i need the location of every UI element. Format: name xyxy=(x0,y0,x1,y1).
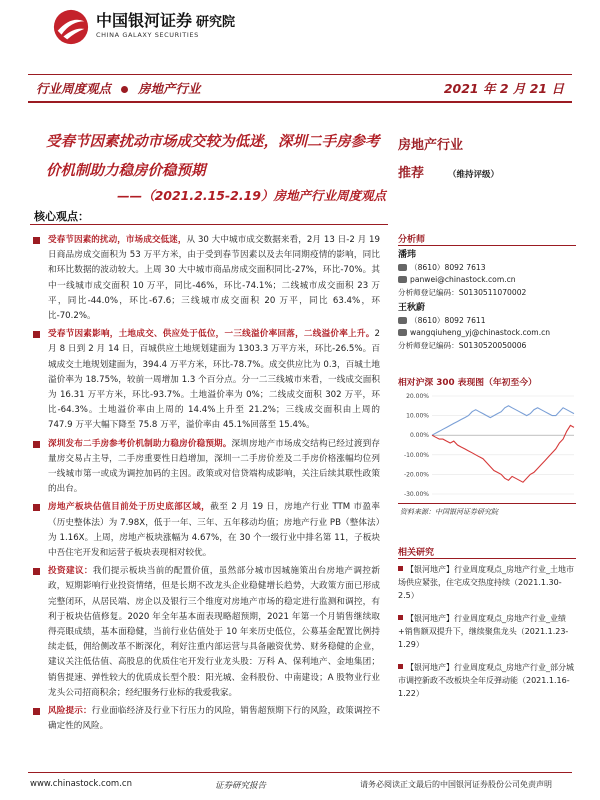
analyst-name: 王秋蔚 xyxy=(398,303,426,313)
related-label: 相关研究 xyxy=(398,548,435,558)
square-bullet-icon xyxy=(33,331,40,338)
logo-cn: 中国银河证券 xyxy=(96,11,193,30)
email-icon xyxy=(398,329,407,336)
y-tick-label: -10.00% xyxy=(403,451,429,459)
rating-note: （维持评级） xyxy=(448,170,500,180)
related-item[interactable]: 【银河地产】行业周度观点_房地产行业_部分城市调控新政不改板块全年反弹动能（2021.1.16-1.22） xyxy=(398,663,574,698)
related-item[interactable]: 【银河地产】行业周度观点_房地产行业_土地市场供应紧张，住宅成交热度持续（2021.1.30-2.5） xyxy=(398,565,574,600)
paragraph-text: 我们提示板块当前的配置价值，虽然部分城市因城施策出台房地产调控新政，短期影响行业投资情绪，但是长期不改龙头企业稳健增长趋势，大政策方面已形成完整闭环，从居民端、房企以及银行三个维度对房地产市场的稳定进行监测和调控，有利于板块估值修复。2020 年全年基本面表现略超预期，2021 年第一个月销售继续取得亮眼成绩，基本面稳健，当前行业估值处于 10 年来历史低位，公募基金配置比例持续走低，佣给侧改革不断深化，利好注重内部运营与具备融资优势、财务稳健的企业，建议关注低估值、高股息的优质住宅开发行业龙头股：万科 A、保利地产、金地集团；销售提速、弹性较大的优质成长型个股：阳光城、金科股份、中南建设；A 股物业行业龙头公司招商积余；经纪服务行业标的我爱我家。 xyxy=(48,566,380,698)
relative-performance-chart xyxy=(398,390,576,500)
related-item[interactable]: 【银河地产】行业周度观点_房地产行业_业绩+销售额双提升下，继续聚焦龙头（2021.1.23-1.29） xyxy=(398,614,569,649)
core-points xyxy=(48,233,380,738)
square-bullet-icon xyxy=(33,568,40,575)
chart-divider xyxy=(398,503,576,504)
y-tick-label: -20.00% xyxy=(403,471,429,479)
chart-source: 资料来源：中国银河证券研究院 xyxy=(400,508,498,516)
logo-en: CHINA GALAXY SECURITIES xyxy=(96,31,199,39)
paragraph-text: 深圳房地产市场成交结构已经过渡到存量房交易占主导，二手房重要性日趋增加，深圳一二手房价差及二手房价格涨幅均位列一线城市第一或成为调控加码的主因。政策或对信贷端构成影响，关注后续其联性政策的出台。 xyxy=(48,438,380,495)
paragraph-head: 投资建议： xyxy=(48,566,93,577)
footer-divider xyxy=(28,772,572,773)
report-subtitle: ——（2021.2.15-2.19）房地产行业周度观点 xyxy=(117,188,386,203)
email-icon xyxy=(398,276,407,283)
industry-name: 房地产行业 xyxy=(138,81,201,96)
paragraph xyxy=(48,564,380,701)
square-bullet-icon xyxy=(398,615,403,620)
paragraph-head: 房地产板块估值目前处于历史底部区域， xyxy=(48,502,211,513)
paragraph xyxy=(48,233,380,324)
analyst-card xyxy=(398,249,576,299)
core-label: 核心观点： xyxy=(34,210,89,223)
series-line-1 xyxy=(432,406,574,435)
analyst-reg: 分析师登记编码：S0130520050006 xyxy=(398,340,527,350)
paragraph-head: 风险提示： xyxy=(48,706,92,717)
y-tick-label: 10.00% xyxy=(406,412,429,420)
square-bullet-icon xyxy=(33,441,40,448)
square-bullet-icon xyxy=(398,566,403,571)
analyst-divider xyxy=(398,245,576,246)
footer-site[interactable]: www.chinastock.com.cn xyxy=(30,779,132,789)
report-date: 2021 年 2 月 21 日 xyxy=(443,81,564,96)
series-line-2 xyxy=(432,425,574,482)
header-band xyxy=(28,74,572,103)
phone-icon xyxy=(398,317,407,324)
footer-center: 证券研究报告 xyxy=(215,781,267,791)
sector-name: 房地产行业 xyxy=(398,138,464,153)
analyst-reg: 分析师登记编码：S0130511070002 xyxy=(398,287,527,297)
analyst-card xyxy=(398,302,576,352)
analyst-phone: （8610）8092 7613 xyxy=(410,262,486,272)
core-divider xyxy=(30,224,388,225)
brand-logo xyxy=(50,6,250,48)
y-tick-label: 0.00% xyxy=(409,432,429,440)
paragraph-text: 行业面临经济及行业下行压力的风险，销售超预期下行的风险，政策调控不确定性的风险。 xyxy=(48,706,380,732)
analyst-phone: （8610）8092 7611 xyxy=(410,315,486,325)
paragraph-head: 受春节因素影响，土地成交、供应处于低位，一三线溢价率回落，二线溢价率上升。 xyxy=(48,329,375,340)
report-title: 受春节因素扰动市场成交较为低迷，深圳二手房参考价机制助力稳房价稳预期 xyxy=(46,134,380,179)
paragraph xyxy=(48,437,380,498)
paragraph-head: 受春节因素的扰动，市场成交低迷， xyxy=(48,235,187,245)
rating-box xyxy=(398,134,576,181)
bullet-dot-icon xyxy=(121,86,128,93)
square-bullet-icon xyxy=(33,237,40,244)
analyst-label: 分析师 xyxy=(398,235,426,245)
related-divider xyxy=(398,558,576,559)
y-tick-label: 20.00% xyxy=(406,393,429,400)
phone-icon xyxy=(398,264,407,271)
chart-title: 相对沪深 300 表现图（年初至今） xyxy=(398,378,537,388)
paragraph-head: 深圳发布二手房参考价机制助力稳房价稳预期。 xyxy=(48,438,232,449)
analyst-email[interactable]: wangqiuheng_yj@chinastock.com.cn xyxy=(410,328,551,337)
galaxy-logo-icon xyxy=(52,8,90,46)
rating: 推荐 xyxy=(398,166,425,181)
paragraph xyxy=(48,327,380,433)
paragraph-text: 从 30 大中城市成交数据来看，2月 13 日-2 月 19 日商品房成交面积为 53 万平方米，由于受到春节因素以及去年同期疫情的影响，同比和环比数据的波动较大。上周 30 大中城市商品房成交面积同比-27%，环比-70%。其中一线城市成交面积 10 万平，同比-46%，环比-74.1%；二线城市成交面积 23 万平，同比-44.0%，环比-67.6；三线城市成交面积 20 万平，同比 63.4%，环比-70.2%。 xyxy=(48,235,380,322)
paragraph-text: 2 月 8 日到 2 月 14 日，百城供应土地规划建面为 1303.3 万平方米，环比-26.5%。百城成交土地规划建面为，394.4 万平方米，环比-78.7%。成交供应比为 0.3，百城土地溢价率为 18.75%，较前一周增加 1.3 个百分点。分一二三线城市来看，一线成交面积为 16.31 万平方米，环比-93.7%。土地溢价率为 0%；二线成交面积 302 万平，环比-64.3%。土地溢价率由上周的 14.4%上升至 21.2%；三线成交面积由上周的 747.9 万平大幅下降至 75.8 万平，溢价率由 45.1%回落至 15.4%。 xyxy=(48,329,380,431)
y-tick-label: -30.00% xyxy=(403,491,429,498)
square-bullet-icon xyxy=(33,504,40,511)
square-bullet-icon xyxy=(398,664,403,669)
analyst-name: 潘玮 xyxy=(398,250,417,260)
paragraph-text: 截至 2 月 19 日，房地产行业 TTM 市盈率（历史整体法）为 7.98X，低于一年、三年、五年移动均值；房地产行业 PB（整体法）为 1.16X。上周，房地产板块涨幅为 4.67%，在 30 个一级行业中排名第 11，子板块中吾住宅开发和运营子板块表现相对较优。 xyxy=(48,502,380,559)
report-type: 行业周度观点 xyxy=(36,81,112,96)
paragraph xyxy=(48,500,380,561)
paragraph xyxy=(48,704,380,734)
footer-notice: 请务必阅读正文最后的中国银河证券股份公司免责声明 xyxy=(360,780,552,789)
analyst-email[interactable]: panwei@chinastock.com.cn xyxy=(410,275,516,284)
institute-name: 研究院 xyxy=(196,15,236,30)
square-bullet-icon xyxy=(33,708,40,715)
